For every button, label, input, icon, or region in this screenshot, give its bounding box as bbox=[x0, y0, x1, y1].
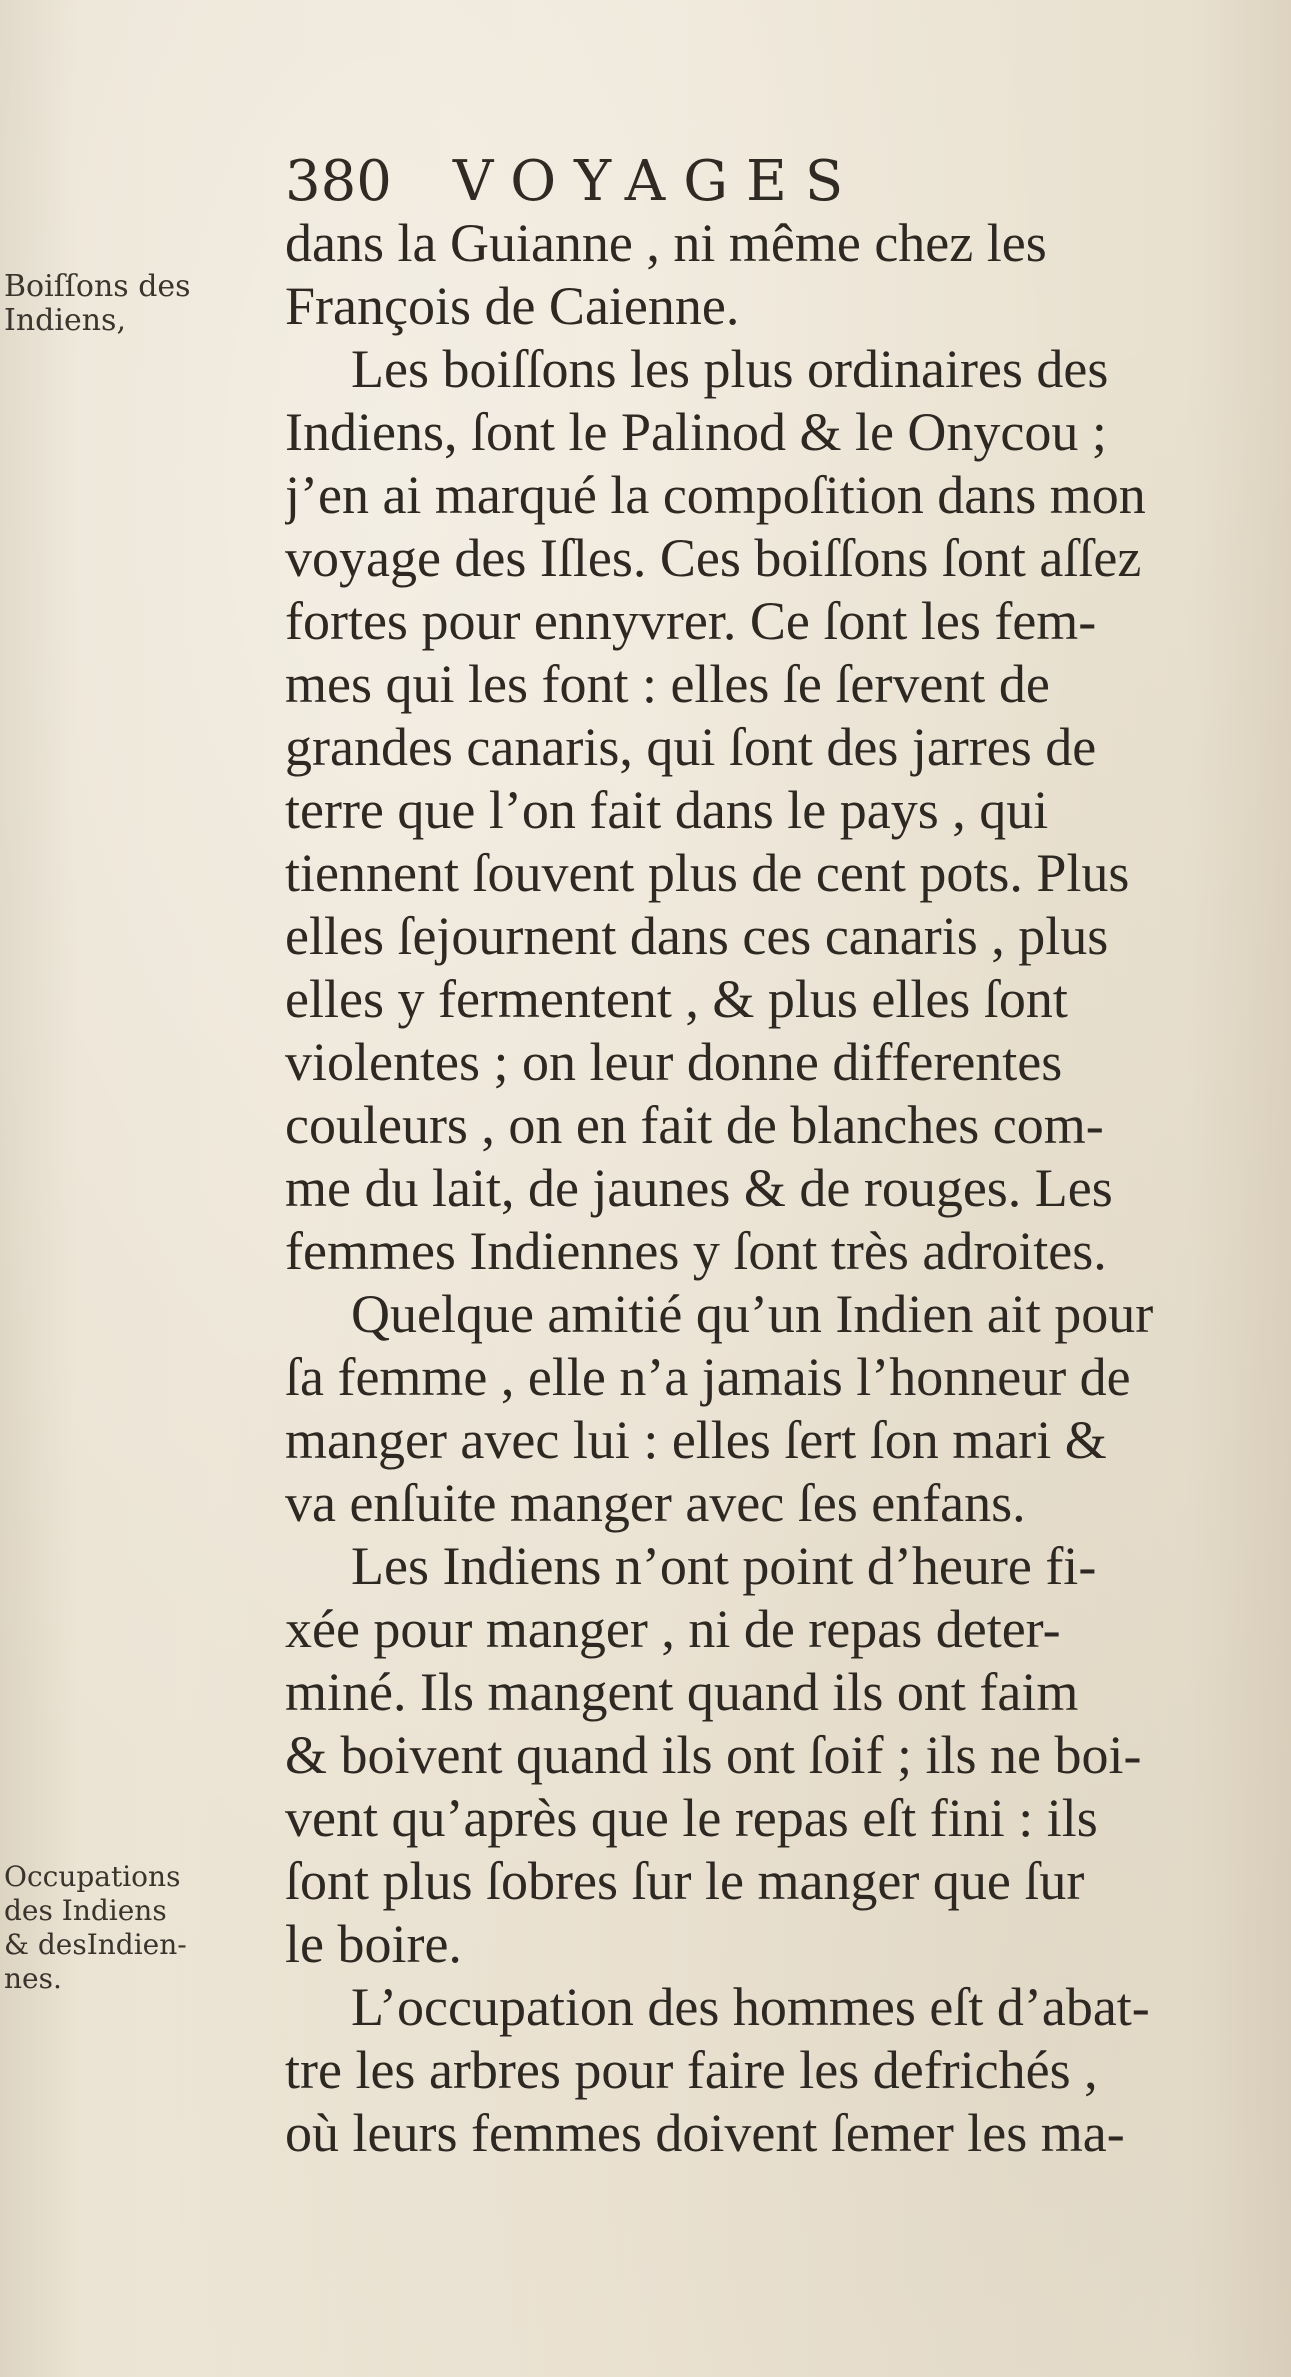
margin-note-drinks bbox=[4, 270, 191, 338]
text-line: voyage des Iſles. Ces boiſſons ſont aſſez bbox=[285, 528, 1142, 588]
text-line: François de Caienne. bbox=[285, 276, 740, 336]
text-line: xée pour manger , ni de repas deter- bbox=[285, 1599, 1061, 1659]
text-line: couleurs , on en fait de blanches com- bbox=[285, 1095, 1104, 1155]
text-line: manger avec lui : elles ſert ſon mari & bbox=[285, 1410, 1107, 1470]
text-line: vent qu’après que le repas eſt fini : ils bbox=[285, 1788, 1098, 1848]
text-line: va enſuite manger avec ſes enfans. bbox=[285, 1473, 1026, 1533]
margin-note-line: & desIndien- bbox=[4, 1928, 187, 1961]
text-line: tiennent ſouvent plus de cent pots. Plus bbox=[285, 843, 1130, 903]
text-line: violentes ; on leur donne differentes bbox=[285, 1032, 1063, 1092]
text-line: mes qui les font : elles ſe ſervent de bbox=[285, 654, 1050, 714]
body-text bbox=[285, 212, 1285, 2165]
text-line: dans la Guianne , ni même chez les bbox=[285, 213, 1047, 273]
text-line: miné. Ils mangent quand ils ont faim bbox=[285, 1662, 1079, 1722]
text-line: où leurs femmes doivent ſemer les ma- bbox=[285, 2103, 1125, 2163]
text-line: ſa femme , elle n’a jamais l’honneur de bbox=[285, 1347, 1131, 1407]
text-line: elles ſejournent dans ces canaris , plus bbox=[285, 906, 1109, 966]
text-line: & boivent quand ils ont ſoif ; ils ne boi- bbox=[285, 1725, 1142, 1785]
margin-note-line: Occupations bbox=[4, 1860, 181, 1893]
text-line: Les Indiens n’ont point d’heure fi- bbox=[351, 1536, 1097, 1596]
text-line: le boire. bbox=[285, 1914, 462, 1974]
text-line: Les boiſſons les plus ordinaires des bbox=[351, 339, 1109, 399]
margin-note-line: Boiſſons des bbox=[4, 269, 191, 304]
text-line: elles y fermentent , & plus elles ſont bbox=[285, 969, 1068, 1029]
text-line: j’en ai marqué la compoſition dans mon bbox=[285, 465, 1146, 525]
text-line: L’occupation des hommes eſt d’abat- bbox=[351, 1977, 1150, 2037]
text-line: tre les arbres pour faire les defrichés , bbox=[285, 2040, 1098, 2100]
running-title: VOYAGES bbox=[452, 149, 862, 214]
page-number: 380 bbox=[285, 149, 392, 214]
text-line: Indiens, ſont le Palinod & le Onycou ; bbox=[285, 402, 1107, 462]
text-line: me du lait, de jaunes & de rouges. Les bbox=[285, 1158, 1113, 1218]
text-line: femmes Indiennes y ſont très adroites. bbox=[285, 1221, 1107, 1281]
text-line: ſont plus ſobres ſur le manger que ſur bbox=[285, 1851, 1085, 1911]
margin-note-occupations bbox=[4, 1860, 187, 1996]
text-line: fortes pour ennyvrer. Ce ſont les fem- bbox=[285, 591, 1097, 651]
text-line: Quelque amitié qu’un Indien ait pour bbox=[351, 1284, 1154, 1344]
margin-note-line: nes. bbox=[4, 1962, 62, 1995]
margin-note-line: des Indiens bbox=[4, 1894, 167, 1927]
text-line: grandes canaris, qui ſont des jarres de bbox=[285, 717, 1097, 777]
margin-note-line: Indiens, bbox=[4, 303, 126, 338]
text-line: terre que l’on fait dans le pays , qui bbox=[285, 780, 1049, 840]
page-header bbox=[285, 150, 861, 214]
